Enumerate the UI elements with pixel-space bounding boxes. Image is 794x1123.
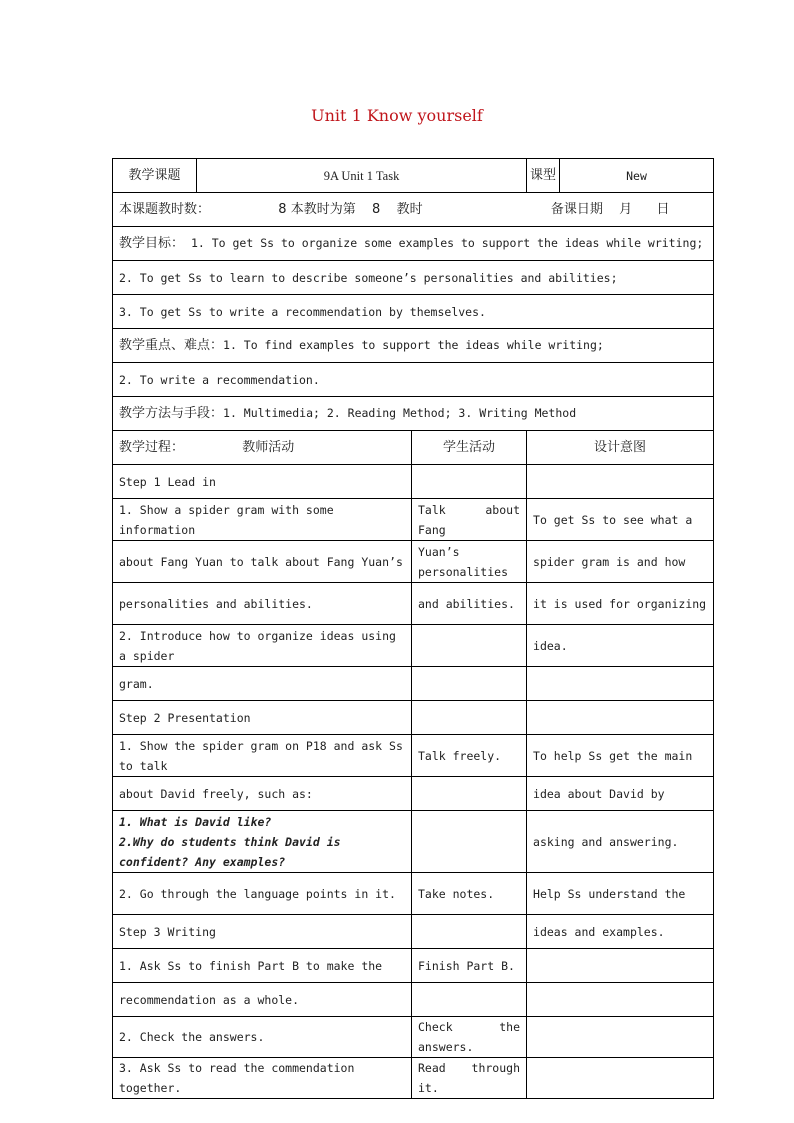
- key-points-label: 教学重点、难点：: [119, 338, 224, 353]
- process-row: [113, 625, 714, 667]
- design-intent: To get Ss to see what a: [527, 499, 714, 541]
- teacher-activity: 2. Check the answers.: [113, 1017, 412, 1058]
- key-point-cell: [113, 329, 714, 363]
- hours-total: 8: [278, 201, 287, 217]
- teacher-activity: Step 1 Lead in: [113, 465, 412, 499]
- process-row: [113, 1058, 714, 1099]
- student-activity: [412, 465, 527, 499]
- objective-1: 1. To get Ss to organize some examples to support the ideas while writing;: [190, 236, 704, 250]
- objective-row: [113, 227, 714, 261]
- objective-2: 2. To get Ss to learn to describe someone’s personalities and abilities;: [113, 261, 714, 295]
- design-intent: Help Ss understand the: [527, 873, 714, 915]
- process-row: [113, 735, 714, 777]
- topic-value: 9A Unit 1 Task: [197, 159, 527, 193]
- student-activity: and abilities.: [412, 583, 527, 625]
- process-row: [113, 873, 714, 915]
- design-intent: [527, 701, 714, 735]
- process-row: [113, 583, 714, 625]
- hours-this-label: 本教时为第: [290, 201, 356, 217]
- student-activity: [412, 983, 527, 1017]
- hours-label: 本课题教时数：: [119, 201, 211, 217]
- student-activity: [412, 811, 527, 873]
- student-activity: Talk freely.: [412, 735, 527, 777]
- key-point-row: [113, 363, 714, 397]
- hours-unit: 教时: [396, 201, 423, 217]
- design-intent: [527, 667, 714, 701]
- process-row: [113, 915, 714, 949]
- teacher-activity: personalities and abilities.: [113, 583, 412, 625]
- student-activity: [412, 915, 527, 949]
- design-intent: idea about David by: [527, 777, 714, 811]
- methods-label: 教学方法与手段：: [119, 406, 224, 421]
- process-header-row: [113, 431, 714, 465]
- student-activity: Yuan’s personalities: [412, 541, 527, 583]
- student-activity: [412, 625, 527, 667]
- design-intent: ideas and examples.: [527, 915, 714, 949]
- design-intent: asking and answering.: [527, 811, 714, 873]
- lesson-plan-table: [112, 158, 714, 1099]
- objective-3: 3. To get Ss to write a recommendation by themselves.: [113, 295, 714, 329]
- process-body: [113, 465, 714, 1099]
- process-row: [113, 983, 714, 1017]
- student-activity: [412, 667, 527, 701]
- student-activity: Take notes.: [412, 873, 527, 915]
- teacher-activity: Step 3 Writing: [113, 915, 412, 949]
- teacher-activity-header: 教师活动: [242, 439, 295, 455]
- process-header-cell: [113, 431, 412, 465]
- design-intent: idea.: [527, 625, 714, 667]
- student-activity: Talk about Fang: [412, 499, 527, 541]
- process-row: [113, 701, 714, 735]
- student-activity: [412, 777, 527, 811]
- date-label: 备课日期: [550, 201, 603, 217]
- hours-this-value: 8: [372, 201, 381, 217]
- objectives-label: 教学目标：: [119, 236, 185, 251]
- teacher-activity: 1. Show a spider gram with some information: [113, 499, 412, 541]
- student-activity: [412, 701, 527, 735]
- design-intent: To help Ss get the main: [527, 735, 714, 777]
- hours-row: [113, 193, 714, 227]
- date-day: 日: [656, 201, 670, 217]
- design-intent: [527, 465, 714, 499]
- key-point-1: 1. To find examples to support the ideas while writing;: [223, 338, 604, 352]
- objective-cell: [113, 227, 714, 261]
- teacher-activity: about David freely, such as:: [113, 777, 412, 811]
- student-activity-header: 学生活动: [412, 431, 527, 465]
- teacher-activity: 2. Go through the language points in it.: [113, 873, 412, 915]
- methods-row: [113, 397, 714, 431]
- type-value: New: [560, 159, 714, 193]
- process-row: [113, 499, 714, 541]
- process-row: [113, 811, 714, 873]
- design-intent: [527, 983, 714, 1017]
- process-row: [113, 541, 714, 583]
- process-row: [113, 1017, 714, 1058]
- design-intent: it is used for organizing: [527, 583, 714, 625]
- design-intent: [527, 949, 714, 983]
- key-point-2: 2. To write a recommendation.: [113, 363, 714, 397]
- methods-cell: [113, 397, 714, 431]
- teacher-activity: recommendation as a whole.: [113, 983, 412, 1017]
- process-row: [113, 949, 714, 983]
- objective-row: [113, 295, 714, 329]
- teacher-activity: 3. Ask Ss to read the commendation together.: [113, 1058, 412, 1099]
- design-intent: [527, 1058, 714, 1099]
- topic-label: 教学课题: [113, 159, 197, 193]
- teacher-activity: 2. Introduce how to organize ideas using a spider: [113, 625, 412, 667]
- type-label: 课型: [527, 159, 560, 193]
- header-row: [113, 159, 714, 193]
- process-label: 教学过程：: [119, 439, 185, 455]
- date-month: 月: [619, 201, 633, 217]
- teacher-activity: gram.: [113, 667, 412, 701]
- student-activity: Check the answers.: [412, 1017, 527, 1058]
- student-activity: Finish Part B.: [412, 949, 527, 983]
- design-intent: spider gram is and how: [527, 541, 714, 583]
- page-title: Unit 1 Know yourself: [311, 106, 483, 125]
- teacher-activity: about Fang Yuan to talk about Fang Yuan’s: [113, 541, 412, 583]
- student-activity: Read through it.: [412, 1058, 527, 1099]
- key-point-row: [113, 329, 714, 363]
- process-row: [113, 667, 714, 701]
- process-row: [113, 777, 714, 811]
- teacher-activity: 1. Ask Ss to finish Part B to make the: [113, 949, 412, 983]
- hours-cell: [113, 193, 714, 227]
- objective-row: [113, 261, 714, 295]
- teacher-activity: 1. What is David like? 2.Why do students think David is confident? Any examples?: [113, 811, 412, 873]
- design-intent-header: 设计意图: [527, 431, 714, 465]
- teacher-activity: Step 2 Presentation: [113, 701, 412, 735]
- process-row: [113, 465, 714, 499]
- teacher-activity: 1. Show the spider gram on P18 and ask Ss to talk: [113, 735, 412, 777]
- design-intent: [527, 1017, 714, 1058]
- methods-text: 1. Multimedia; 2. Reading Method; 3. Writing Method: [223, 406, 577, 420]
